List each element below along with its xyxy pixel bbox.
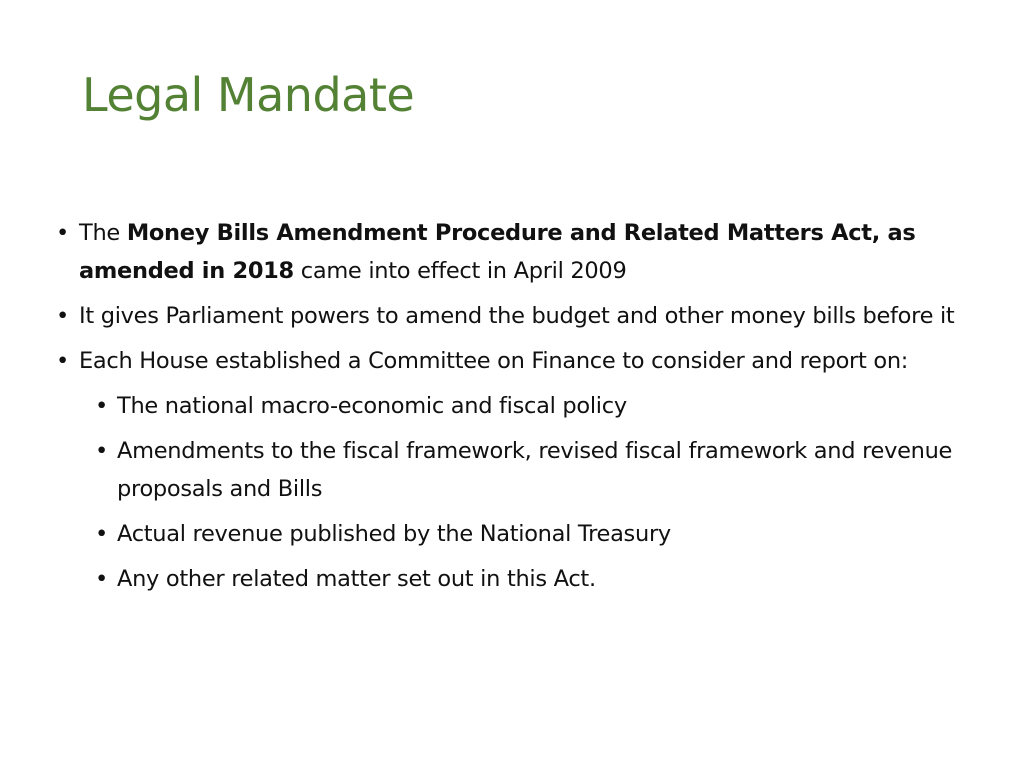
slide-title: Legal Mandate <box>82 68 415 122</box>
sub-bullet-item: • Amendments to the fiscal framework, revised fiscal framework and revenue proposals and Bills <box>95 432 968 508</box>
bullet-text-prefix: The <box>79 220 127 246</box>
act-name: Money Bills Amendment Procedure and Related Matters Act, as amended in 2018 <box>79 220 916 284</box>
slide-content <box>56 214 968 605</box>
sub-bullet-item: • The national macro-economic and fiscal policy <box>95 387 968 425</box>
bullet-text-suffix: came into effect in April 2009 <box>293 258 627 284</box>
bullet-text: Each House established a Committee on Finance to consider and report on: <box>79 348 909 374</box>
sub-bullet-list <box>79 387 968 598</box>
bullet-item-committee <box>56 342 968 598</box>
bullet-item-act <box>56 214 968 290</box>
bullet-list <box>56 214 968 598</box>
bullet-text: It gives Parliament powers to amend the budget and other money bills before it <box>79 303 955 329</box>
sub-bullet-item: • Actual revenue published by the National Treasury <box>95 515 968 553</box>
sub-bullet-item: • Any other related matter set out in this Act. <box>95 560 968 598</box>
bullet-item-powers <box>56 297 968 335</box>
